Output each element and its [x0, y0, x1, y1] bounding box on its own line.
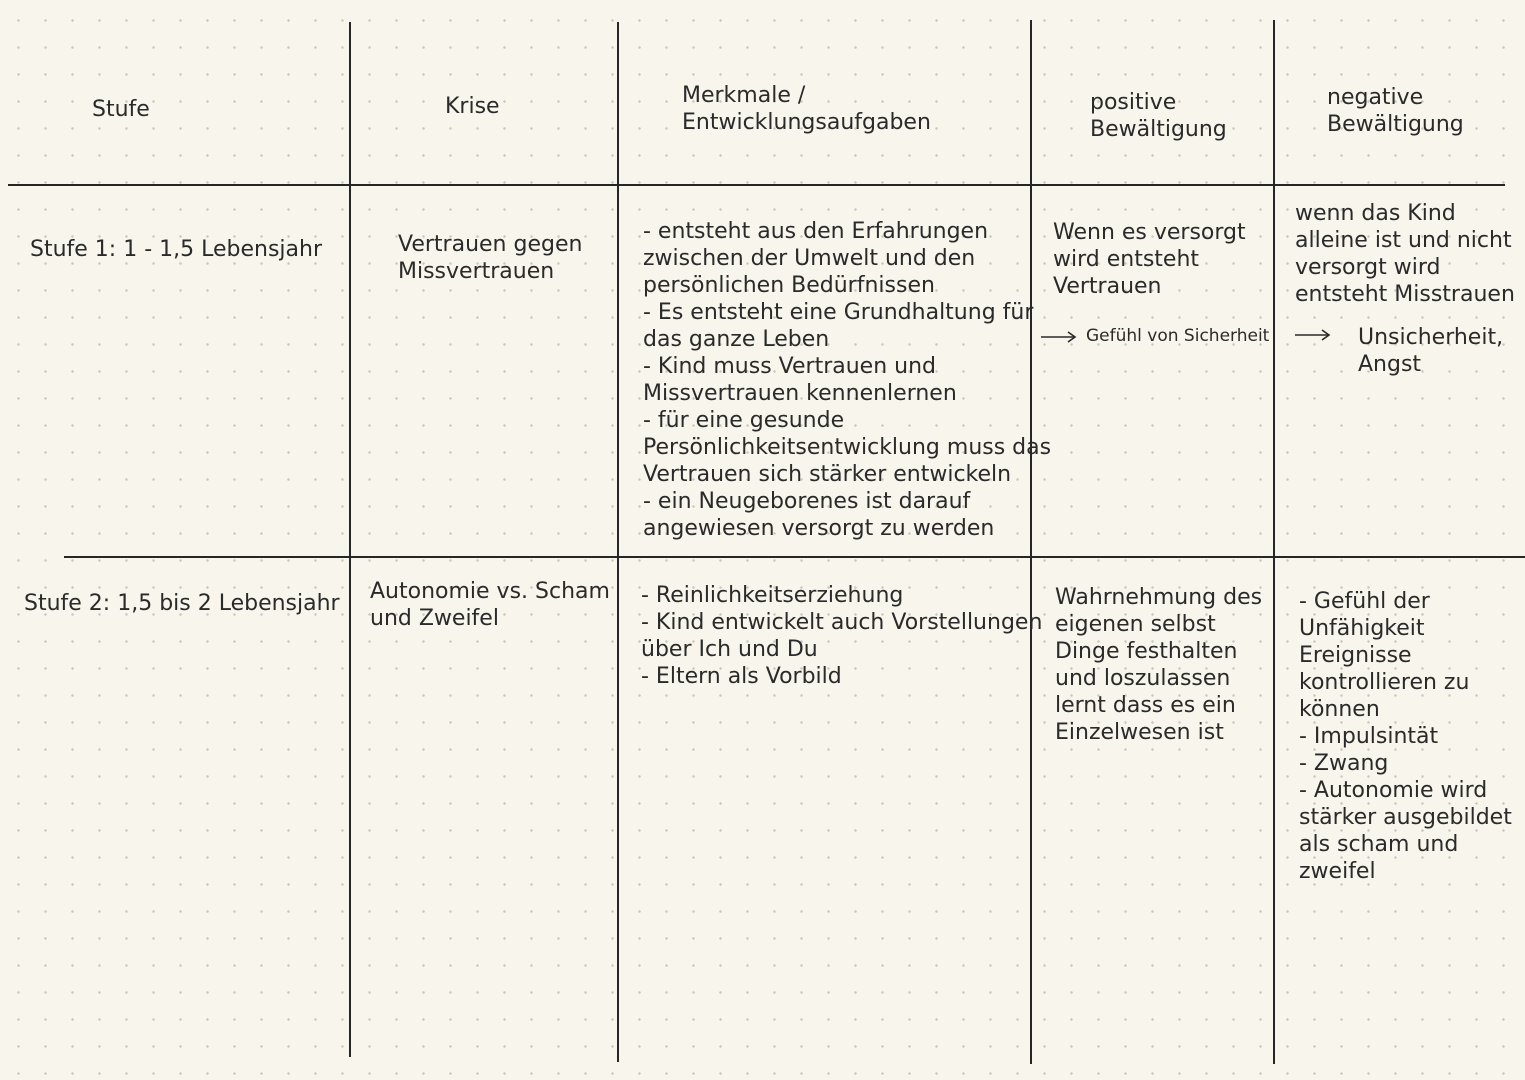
- column-divider-2: [617, 22, 619, 1062]
- header-divider: [8, 184, 1505, 186]
- header-stufe: Stufe: [92, 97, 150, 122]
- column-divider-3: [1030, 20, 1032, 1064]
- header-negative: negative Bewältigung: [1327, 85, 1464, 137]
- row1-positive-arrow-text: Gefühl von Sicherheit: [1086, 326, 1270, 346]
- column-divider-4: [1273, 20, 1275, 1064]
- row1-positive-arrow: [1040, 326, 1269, 346]
- header-krise: Krise: [445, 94, 500, 119]
- row1-negative: wenn das Kind alleine ist und nicht versorgt wird entsteht Misstrauen: [1295, 201, 1515, 307]
- row2-merkmale: - Reinlichkeitserziehung - Kind entwickelt auch Vorstellungen über Ich und Du - Eltern als Vorbild: [641, 583, 1043, 689]
- arrow-right-icon: [1040, 329, 1078, 343]
- row2-krise: Autonomie vs. Scham und Zweifel: [370, 579, 610, 631]
- row1-positive: Wenn es versorgt wird entsteht Vertrauen: [1053, 220, 1246, 299]
- row1-krise: Vertrauen gegen Missvertrauen: [398, 232, 583, 284]
- row2-positive: Wahrnehmung des eigenen selbst Dinge festhalten und loszulassen lernt dass es ein Einzelwesen ist: [1055, 585, 1263, 745]
- header-positive: positive Bewältigung: [1090, 90, 1227, 142]
- header-merkmale: Merkmale / Entwicklungsaufgaben: [682, 83, 931, 135]
- row1-negative-arrow-text: Unsicherheit, Angst: [1358, 325, 1504, 377]
- row2-negative: - Gefühl der Unfähigkeit Ereignisse kontrollieren zu können - Impulsintät - Zwang - Autonomie wird stärker ausgebildet als scham und zweifel: [1299, 589, 1512, 884]
- row-divider: [64, 556, 1525, 558]
- column-divider-1: [349, 22, 351, 1057]
- row1-stufe: Stufe 1: 1 - 1,5 Lebensjahr: [30, 237, 323, 262]
- row2-stufe: Stufe 2: 1,5 bis 2 Lebensjahr: [24, 591, 340, 616]
- arrow-right-icon: [1288, 327, 1338, 341]
- row1-merkmale: - entsteht aus den Erfahrungen zwischen der Umwelt und den persönlichen Bedürfnissen - Es entsteht eine Grundhaltung für das ganze Leben - Kind muss Vertrauen und Missvertrauen kennenlernen - für eine gesunde Persönlichkeitsentwicklung muss das Vertrauen sich stärker entwickeln - ein Neugeborenes ist darauf angewiesen versorgt zu werden: [643, 219, 1052, 541]
